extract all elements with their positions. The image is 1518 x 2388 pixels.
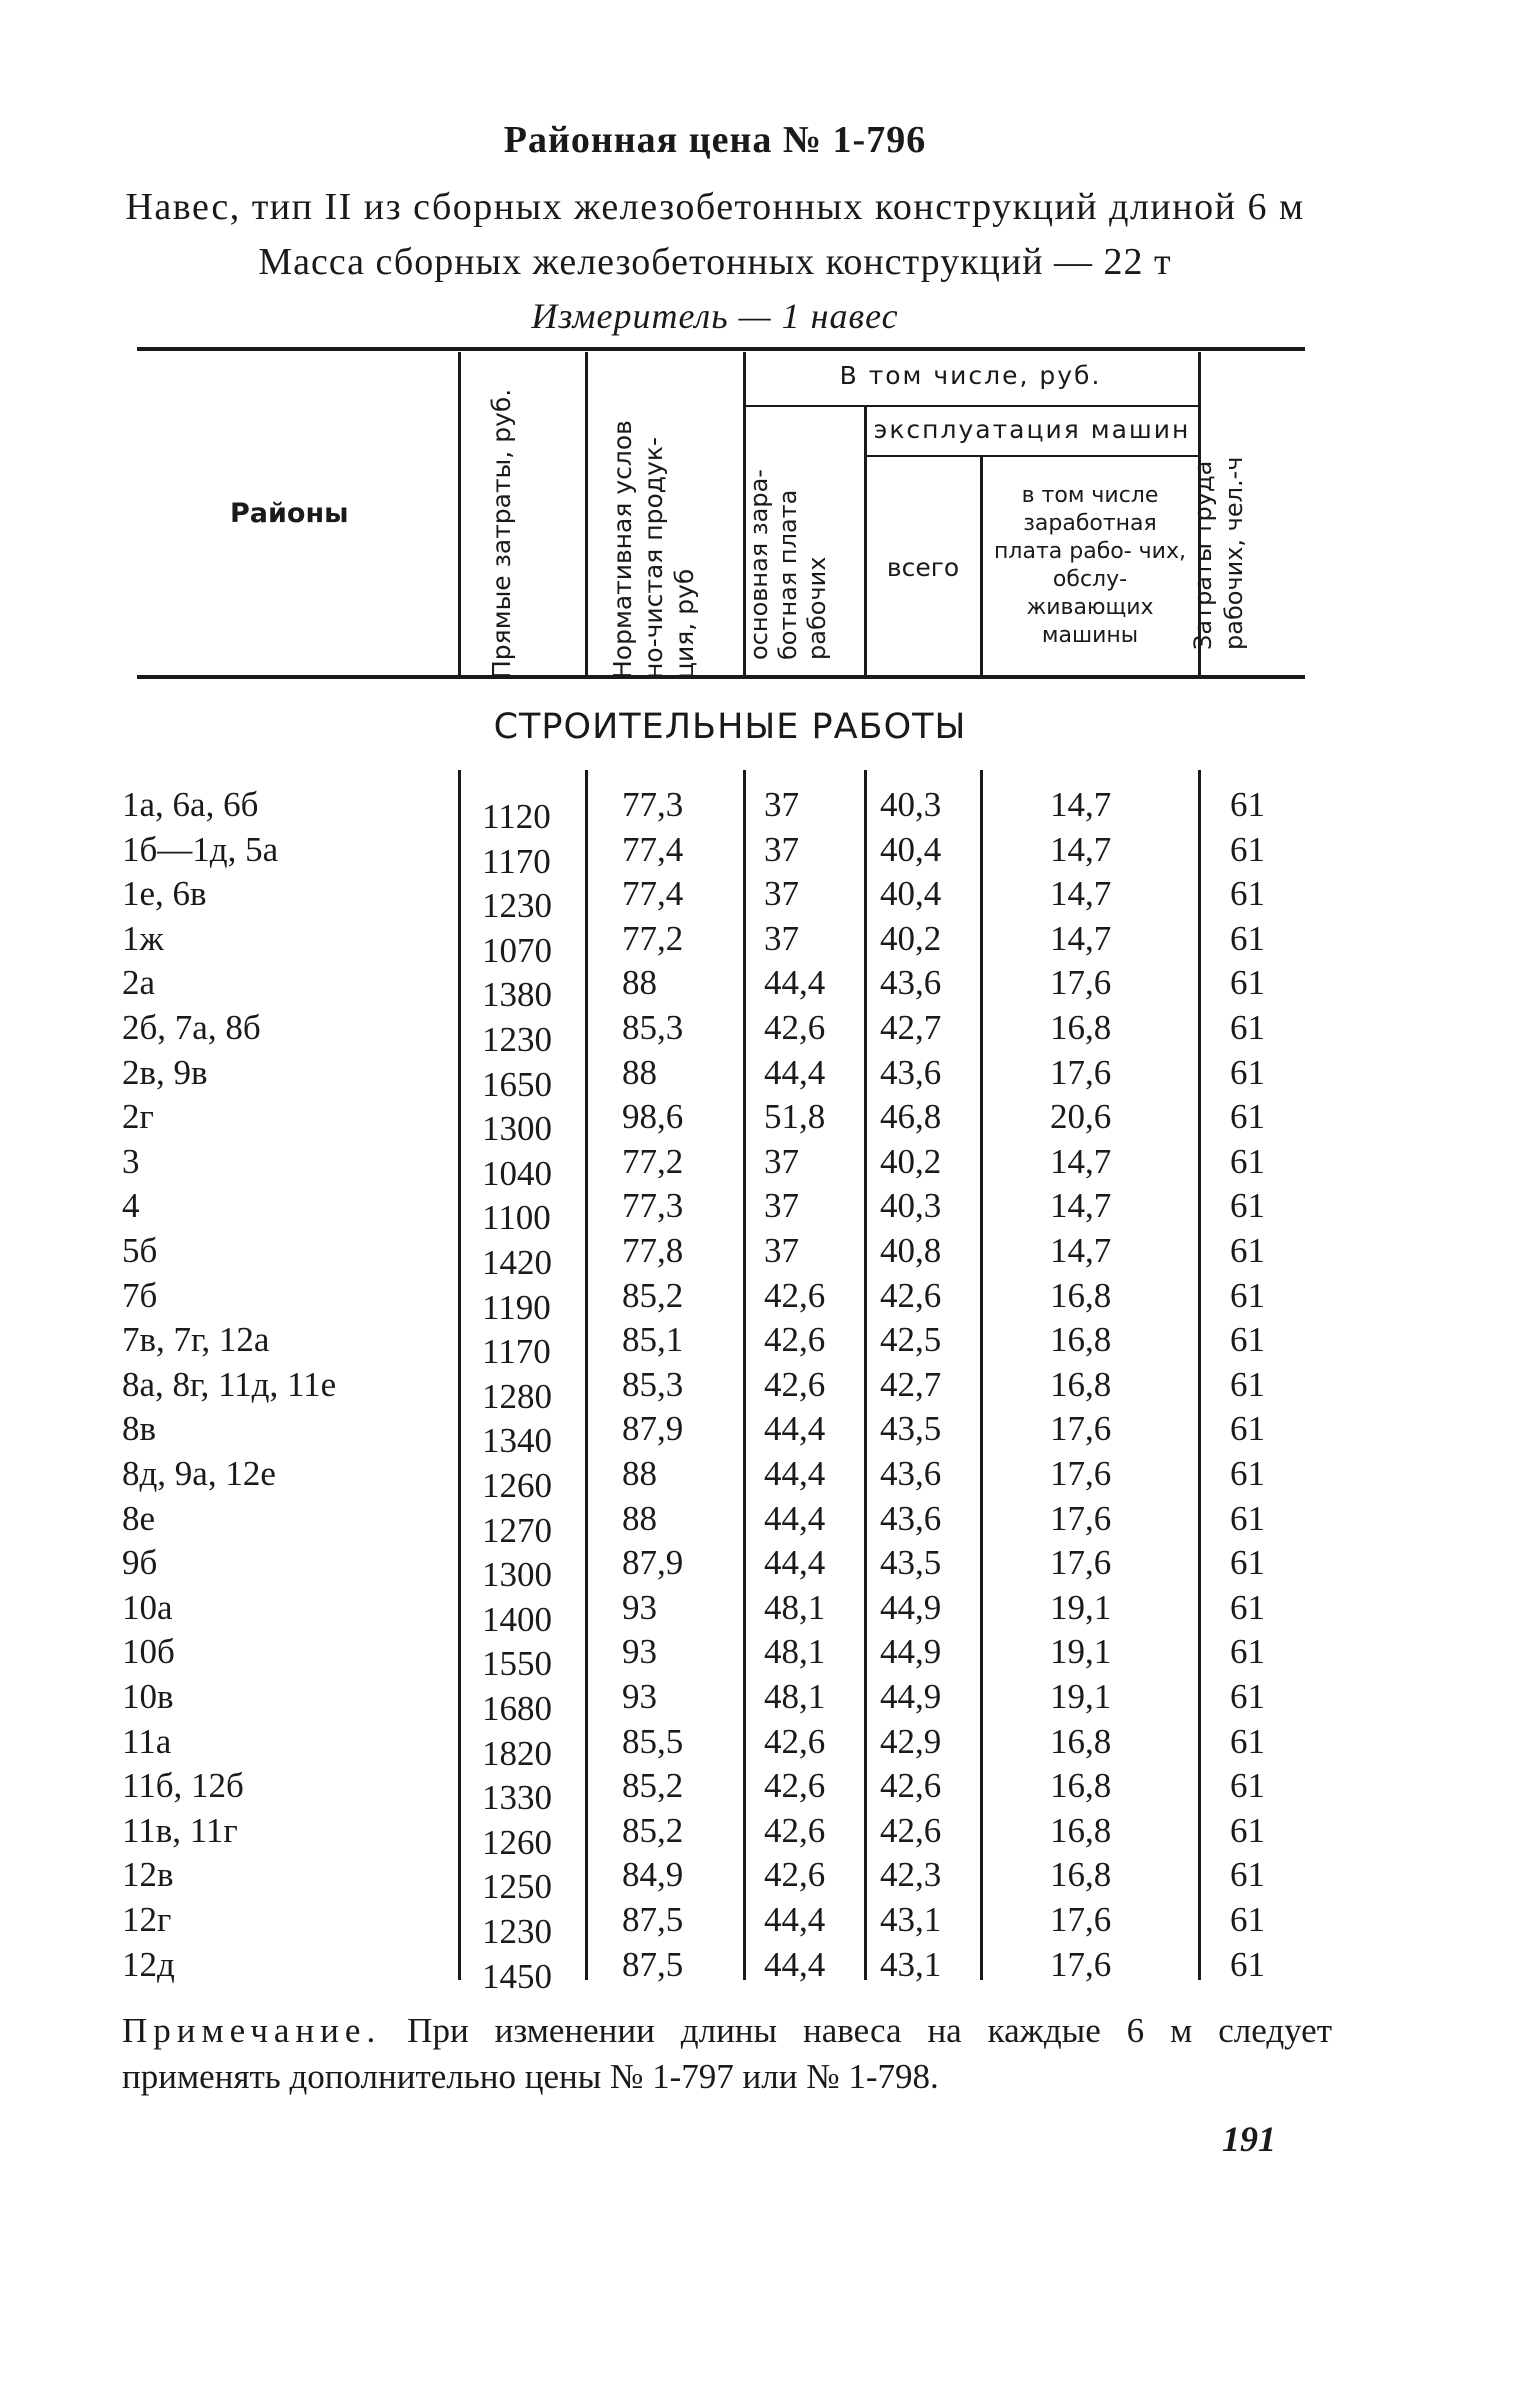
machine-wage-cell: 17,6	[1050, 1409, 1112, 1449]
base-wage-cell: 44,4	[764, 1498, 826, 1538]
base-wage-cell: 42,6	[764, 1275, 826, 1315]
table-header-bottom-rule	[137, 675, 1305, 679]
normative-cell: 85,1	[622, 1320, 684, 1360]
normative-cell: 85,3	[622, 1008, 684, 1047]
direct-cost-cell: 1300	[482, 1555, 552, 1595]
normative-cell: 77,4	[622, 829, 684, 869]
direct-cost-cell: 1100	[482, 1198, 551, 1238]
direct-cost-cell: 1270	[482, 1510, 552, 1550]
machine-wage-cell: 14,7	[1050, 1231, 1112, 1270]
direct-cost-cell: 1170	[482, 1332, 551, 1372]
header-divider-1	[458, 352, 461, 675]
labor-cell: 61	[1230, 1186, 1265, 1226]
base-wage-cell: 48,1	[764, 1632, 826, 1672]
table-row	[0, 1900, 1518, 1951]
machine-total-cell: 42,3	[880, 1855, 942, 1895]
base-wage-cell: 37	[764, 1186, 799, 1226]
machine-total-cell: 42,7	[880, 1008, 942, 1047]
page-number: 191	[1222, 2119, 1276, 2159]
labor-cell: 61	[1230, 1275, 1265, 1315]
machine-total-cell: 40,2	[880, 918, 942, 958]
normative-cell: 84,9	[622, 1855, 684, 1895]
machine-wage-cell: 16,8	[1050, 1721, 1112, 1761]
machine-total-cell: 46,8	[880, 1097, 942, 1137]
header-regions: Районы	[230, 498, 349, 529]
header-divider-2	[585, 352, 588, 675]
labor-cell: 61	[1230, 1409, 1265, 1449]
machine-total-cell: 42,7	[880, 1364, 942, 1404]
table-row	[0, 1186, 1518, 1238]
direct-cost-cell: 1820	[482, 1733, 552, 1773]
header-machine-operation: эксплуатация машин	[873, 415, 1191, 444]
region-cell: 11б, 12б	[122, 1766, 244, 1806]
header-incl-group: В том числе, руб.	[839, 361, 1102, 390]
machine-wage-cell: 19,1	[1050, 1677, 1112, 1716]
base-wage-cell: 44,4	[764, 1052, 826, 1092]
region-cell: 10а	[122, 1587, 173, 1627]
region-cell: 12д	[122, 1944, 175, 1984]
labor-cell: 61	[1230, 1543, 1265, 1583]
machine-wage-cell: 20,6	[1050, 1097, 1112, 1137]
region-cell: 1а, 6а, 6б	[122, 785, 259, 824]
machine-wage-cell: 14,7	[1050, 1141, 1112, 1181]
region-cell: 8д, 9а, 12е	[122, 1454, 276, 1493]
base-wage-cell: 42,6	[764, 1766, 826, 1806]
base-wage-cell: 44,4	[764, 1543, 826, 1583]
labor-cell: 61	[1230, 1097, 1265, 1137]
normative-cell: 88	[622, 1454, 657, 1493]
direct-cost-cell: 1120	[482, 797, 551, 836]
machine-wage-cell: 14,7	[1050, 874, 1112, 914]
table-top-rule	[137, 347, 1305, 351]
labor-cell: 61	[1230, 1766, 1265, 1806]
machine-total-cell: 43,6	[880, 963, 942, 1003]
header-divider-4	[864, 405, 867, 675]
machine-wage-cell: 16,8	[1050, 1364, 1112, 1404]
page-title: Районная цена № 1-796	[503, 119, 927, 161]
direct-cost-cell: 1170	[482, 841, 551, 881]
machine-total-cell: 42,6	[880, 1766, 942, 1806]
machine-wage-cell: 17,6	[1050, 1900, 1112, 1939]
machine-wage-cell: 16,8	[1050, 1320, 1112, 1360]
machine-total-cell: 40,4	[880, 829, 942, 869]
base-wage-cell: 44,4	[764, 1900, 826, 1939]
header-direct-costs: Прямые затраты, руб.	[487, 388, 516, 679]
labor-cell: 61	[1230, 1231, 1265, 1270]
machine-total-cell: 43,6	[880, 1454, 942, 1493]
normative-cell: 88	[622, 963, 657, 1003]
header-base-wage: основная зара- ботная плата рабочих	[745, 469, 831, 660]
base-wage-cell: 48,1	[764, 1587, 826, 1627]
header-divider-5	[980, 455, 983, 675]
normative-cell: 85,3	[622, 1364, 684, 1404]
note	[122, 2008, 1332, 2100]
table-row	[0, 1810, 1518, 1862]
base-wage-cell: 42,6	[764, 1810, 826, 1850]
machine-wage-cell: 17,6	[1050, 1454, 1112, 1493]
direct-cost-cell: 1450	[482, 1956, 552, 1996]
base-wage-cell: 42,6	[764, 1855, 826, 1895]
base-wage-cell: 48,1	[764, 1677, 826, 1716]
region-cell: 2в, 9в	[122, 1052, 208, 1092]
header-normative-production: Нормативная услов но-чистая продук- ция, руб	[608, 420, 699, 679]
normative-cell: 85,2	[622, 1766, 684, 1806]
table-row	[0, 1454, 1518, 1505]
normative-cell: 85,2	[622, 1275, 684, 1315]
base-wage-cell: 37	[764, 874, 799, 914]
direct-cost-cell: 1550	[482, 1644, 552, 1684]
labor-cell: 61	[1230, 1498, 1265, 1538]
labor-cell: 61	[1230, 1454, 1265, 1493]
region-cell: 11в, 11г	[122, 1810, 238, 1850]
labor-cell: 61	[1230, 1944, 1265, 1984]
measure-unit: Измеритель — 1 навес	[531, 296, 899, 336]
region-cell: 8е	[122, 1498, 156, 1538]
direct-cost-cell: 1680	[482, 1689, 552, 1728]
table-row	[0, 1231, 1518, 1282]
region-cell: 11а	[122, 1721, 172, 1761]
machine-wage-cell: 19,1	[1050, 1587, 1112, 1627]
machine-wage-cell: 14,7	[1050, 918, 1112, 958]
region-cell: 5б	[122, 1231, 158, 1270]
region-cell: 10б	[122, 1632, 175, 1672]
table-row	[0, 829, 1518, 881]
table-row	[0, 1409, 1518, 1461]
machine-total-cell: 43,5	[880, 1543, 942, 1583]
normative-cell: 77,8	[622, 1231, 684, 1270]
table-row	[0, 1721, 1518, 1773]
table-row	[0, 918, 1518, 970]
direct-cost-cell: 1400	[482, 1599, 552, 1639]
incl-group-rule	[743, 405, 1198, 407]
region-cell: 2а	[122, 963, 156, 1003]
labor-cell: 61	[1230, 1008, 1265, 1047]
base-wage-cell: 37	[764, 829, 799, 869]
region-cell: 3	[122, 1141, 140, 1181]
table-row	[0, 1543, 1518, 1595]
direct-cost-cell: 1330	[482, 1778, 552, 1818]
direct-cost-cell: 1230	[482, 1020, 552, 1059]
region-cell: 12г	[122, 1900, 172, 1939]
machine-total-cell: 40,8	[880, 1231, 942, 1270]
table-row	[0, 874, 1518, 926]
normative-cell: 77,3	[622, 1186, 684, 1226]
labor-cell: 61	[1230, 963, 1265, 1003]
machine-total-cell: 43,6	[880, 1498, 942, 1538]
machine-group-rule	[864, 455, 1198, 457]
direct-cost-cell: 1260	[482, 1822, 552, 1862]
machine-wage-cell: 17,6	[1050, 1052, 1112, 1092]
region-cell: 4	[122, 1186, 140, 1226]
table-row	[0, 1275, 1518, 1327]
base-wage-cell: 42,6	[764, 1008, 826, 1047]
base-wage-cell: 37	[764, 1141, 799, 1181]
table-row	[0, 1320, 1518, 1372]
note-text: При изменении длины навеса на каждые 6 м следует применять дополнительно цены № 1-797 или № 1-798.	[122, 2011, 1332, 2096]
table-row	[0, 1944, 1518, 1996]
table-row	[0, 1766, 1518, 1818]
base-wage-cell: 44,4	[764, 1944, 826, 1984]
labor-cell: 61	[1230, 1721, 1265, 1761]
direct-cost-cell: 1260	[482, 1466, 552, 1505]
table-row	[0, 1855, 1518, 1907]
region-cell: 9б	[122, 1543, 158, 1583]
region-cell: 1ж	[122, 918, 164, 958]
direct-cost-cell: 1040	[482, 1153, 552, 1193]
normative-cell: 85,5	[622, 1721, 684, 1761]
labor-cell: 61	[1230, 874, 1265, 914]
direct-cost-cell: 1420	[482, 1243, 552, 1282]
table-row	[0, 1052, 1518, 1104]
machine-wage-cell: 16,8	[1050, 1275, 1112, 1315]
labor-cell: 61	[1230, 785, 1265, 824]
table-row	[0, 1677, 1518, 1728]
machine-wage-cell: 17,6	[1050, 1944, 1112, 1984]
machine-wage-cell: 16,8	[1050, 1810, 1112, 1850]
section-title: СТРОИТЕЛЬНЫЕ РАБОТЫ	[493, 707, 967, 747]
machine-wage-cell: 14,7	[1050, 829, 1112, 869]
labor-cell: 61	[1230, 1052, 1265, 1092]
machine-total-cell: 40,2	[880, 1141, 942, 1181]
normative-cell: 88	[622, 1052, 657, 1092]
header-labor: Затраты труда рабочих, чел.-ч	[1189, 456, 1248, 650]
machine-total-cell: 42,9	[880, 1721, 942, 1761]
machine-wage-cell: 19,1	[1050, 1632, 1112, 1672]
region-cell: 8а, 8г, 11д, 11е	[122, 1364, 337, 1404]
direct-cost-cell: 1340	[482, 1421, 552, 1461]
table-row	[0, 785, 1518, 836]
region-cell: 1е, 6в	[122, 874, 207, 914]
machine-total-cell: 40,3	[880, 785, 942, 824]
normative-cell: 85,2	[622, 1810, 684, 1850]
note-label: Примечание.	[122, 2011, 382, 2050]
machine-total-cell: 40,4	[880, 874, 942, 914]
base-wage-cell: 37	[764, 918, 799, 958]
subtitle-line-1: Навес, тип II из сборных железобетонных конструкций длиной 6 м	[125, 186, 1305, 228]
direct-cost-cell: 1280	[482, 1376, 552, 1416]
direct-cost-cell: 1230	[482, 886, 552, 926]
region-cell: 7в, 7г, 12а	[122, 1320, 270, 1360]
labor-cell: 61	[1230, 1900, 1265, 1939]
base-wage-cell: 51,8	[764, 1097, 826, 1137]
base-wage-cell: 42,6	[764, 1364, 826, 1404]
table-row	[0, 1141, 1518, 1193]
machine-wage-cell: 16,8	[1050, 1855, 1112, 1895]
subtitle-line-2: Масса сборных железобетонных конструкций — 22 т	[258, 241, 1172, 283]
base-wage-cell: 37	[764, 785, 799, 824]
normative-cell: 87,9	[622, 1543, 684, 1583]
direct-cost-cell: 1070	[482, 930, 552, 970]
table-row	[0, 1008, 1518, 1059]
labor-cell: 61	[1230, 1320, 1265, 1360]
direct-cost-cell: 1300	[482, 1109, 552, 1149]
labor-cell: 61	[1230, 1141, 1265, 1181]
machine-total-cell: 43,5	[880, 1409, 942, 1449]
labor-cell: 61	[1230, 1364, 1265, 1404]
normative-cell: 77,2	[622, 918, 684, 958]
region-cell: 2г	[122, 1097, 154, 1137]
machine-total-cell: 42,6	[880, 1275, 942, 1315]
header-machine-total: всего	[886, 553, 960, 582]
labor-cell: 61	[1230, 1810, 1265, 1850]
machine-total-cell: 43,1	[880, 1944, 942, 1984]
machine-wage-cell: 16,8	[1050, 1766, 1112, 1806]
direct-cost-cell: 1650	[482, 1064, 552, 1104]
normative-cell: 93	[622, 1587, 657, 1627]
direct-cost-cell: 1190	[482, 1287, 551, 1327]
machine-wage-cell: 17,6	[1050, 1498, 1112, 1538]
machine-total-cell: 42,6	[880, 1810, 942, 1850]
region-cell: 12в	[122, 1855, 174, 1895]
table-row	[0, 1587, 1518, 1639]
table-row	[0, 963, 1518, 1015]
region-cell: 1б—1д, 5а	[122, 829, 279, 869]
normative-cell: 93	[622, 1632, 657, 1672]
normative-cell: 87,5	[622, 1944, 684, 1984]
machine-total-cell: 44,9	[880, 1632, 942, 1672]
machine-total-cell: 40,3	[880, 1186, 942, 1226]
base-wage-cell: 44,4	[764, 1409, 826, 1449]
base-wage-cell: 42,6	[764, 1721, 826, 1761]
normative-cell: 93	[622, 1677, 657, 1716]
labor-cell: 61	[1230, 1677, 1265, 1716]
table-row	[0, 1632, 1518, 1684]
region-cell: 7б	[122, 1275, 158, 1315]
direct-cost-cell: 1250	[482, 1867, 552, 1907]
normative-cell: 77,3	[622, 785, 684, 824]
labor-cell: 61	[1230, 918, 1265, 958]
table-row	[0, 1364, 1518, 1416]
base-wage-cell: 44,4	[764, 963, 826, 1003]
normative-cell: 77,4	[622, 874, 684, 914]
region-cell: 2б, 7а, 8б	[122, 1008, 261, 1047]
normative-cell: 98,6	[622, 1097, 684, 1137]
region-cell: 8в	[122, 1409, 157, 1449]
direct-cost-cell: 1380	[482, 975, 552, 1015]
machine-wage-cell: 16,8	[1050, 1008, 1112, 1047]
base-wage-cell: 42,6	[764, 1320, 826, 1360]
header-machine-wage: в том числе заработная плата рабо- чих, обслу- живающих машины	[994, 483, 1186, 648]
labor-cell: 61	[1230, 829, 1265, 869]
base-wage-cell: 44,4	[764, 1454, 826, 1493]
base-wage-cell: 37	[764, 1231, 799, 1270]
machine-total-cell: 43,1	[880, 1900, 942, 1939]
region-cell: 10в	[122, 1677, 174, 1716]
table-row	[0, 1097, 1518, 1149]
normative-cell: 88	[622, 1498, 657, 1538]
labor-cell: 61	[1230, 1587, 1265, 1627]
machine-total-cell: 43,6	[880, 1052, 942, 1092]
machine-wage-cell: 17,6	[1050, 963, 1112, 1003]
labor-cell: 61	[1230, 1632, 1265, 1672]
machine-total-cell: 44,9	[880, 1677, 942, 1716]
machine-wage-cell: 14,7	[1050, 1186, 1112, 1226]
normative-cell: 87,9	[622, 1409, 684, 1449]
normative-cell: 87,5	[622, 1900, 684, 1939]
machine-total-cell: 42,5	[880, 1320, 942, 1360]
machine-wage-cell: 14,7	[1050, 785, 1112, 824]
normative-cell: 77,2	[622, 1141, 684, 1181]
table-row	[0, 1498, 1518, 1550]
labor-cell: 61	[1230, 1855, 1265, 1895]
machine-wage-cell: 17,6	[1050, 1543, 1112, 1583]
direct-cost-cell: 1230	[482, 1912, 552, 1951]
machine-total-cell: 44,9	[880, 1587, 942, 1627]
